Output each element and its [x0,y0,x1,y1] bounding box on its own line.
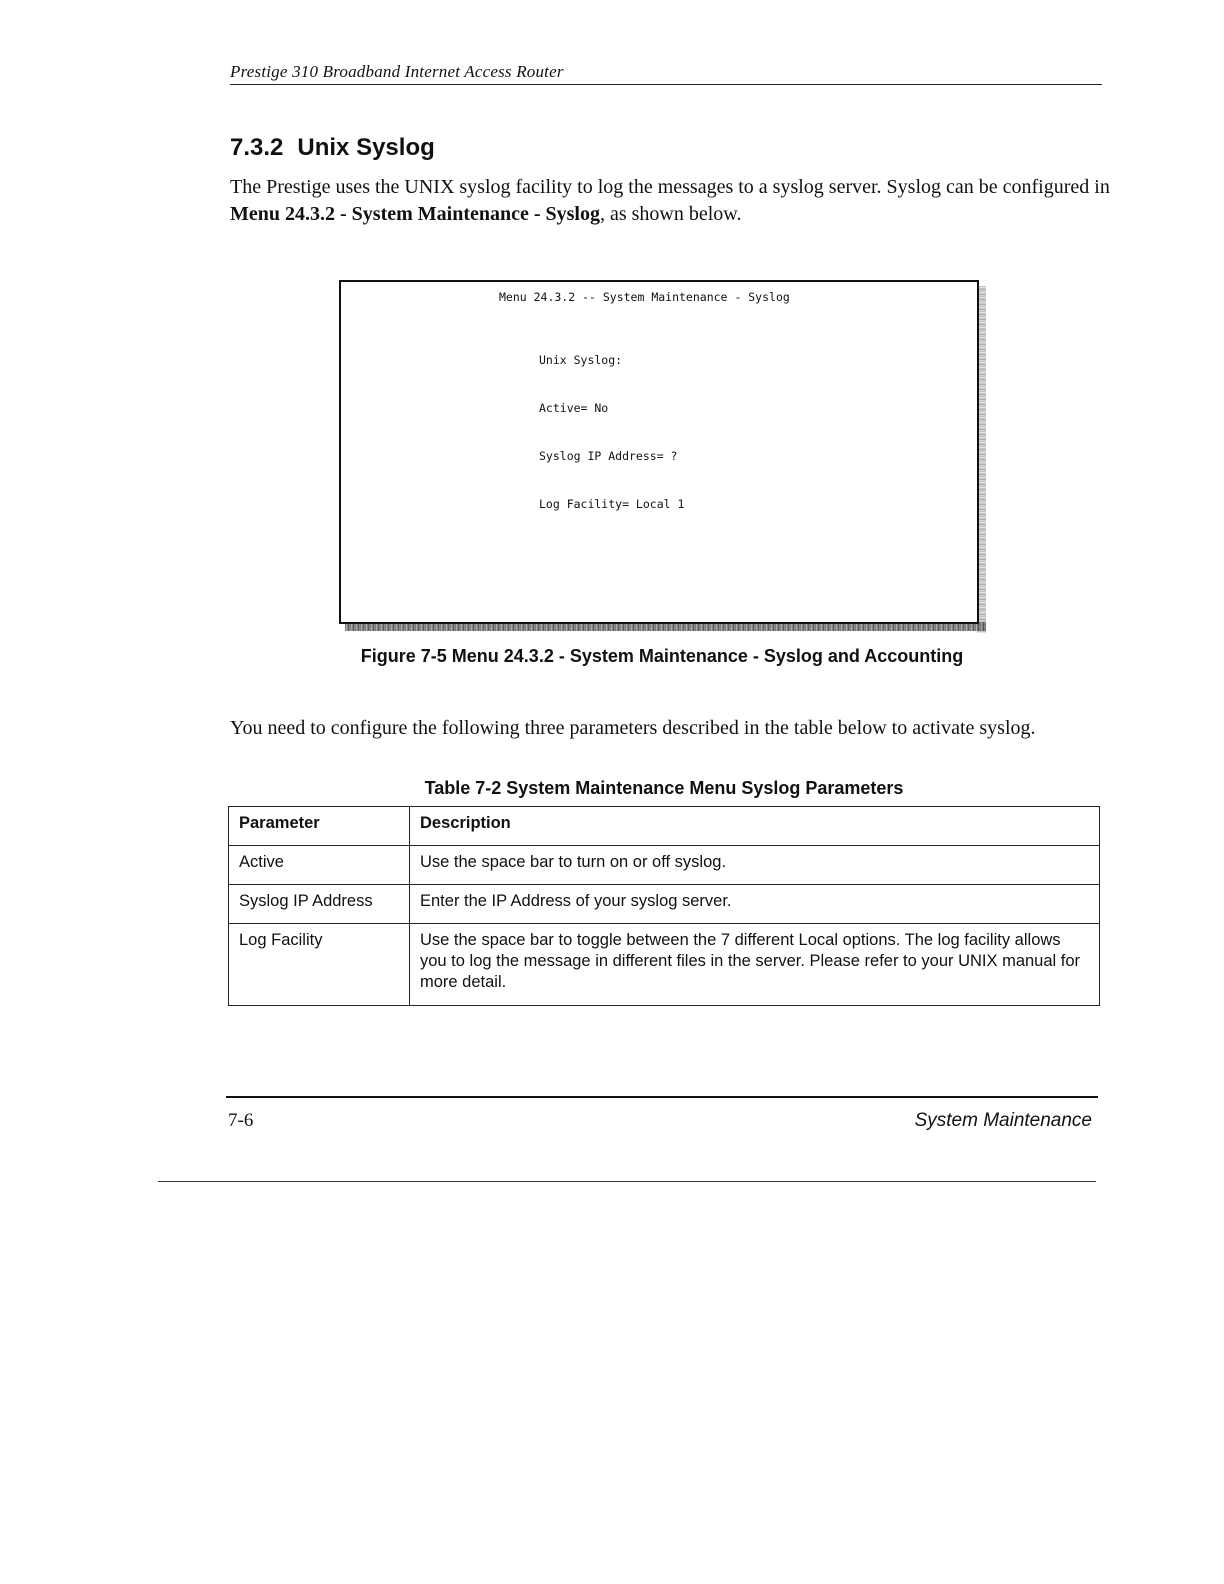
body-paragraph: You need to configure the following three parameters described in the table below to activate syslog. [230,717,1036,739]
table-cell-description: Use the space bar to turn on or off syslog. [410,846,1100,885]
page-bottom-rule [158,1181,1096,1182]
section-number: 7.3.2 [230,134,284,161]
footer-rule [226,1096,1098,1098]
intro-menu-reference: Menu 24.3.2 - System Maintenance - Syslog [230,203,600,225]
running-header-title: Prestige 310 Broadband Internet Access Router [230,62,564,81]
terminal-line-active: Active= No [539,401,609,415]
table-cell-description: Use the space bar to toggle between the 7 different Local options. The log facility allows you to log the message in different files in the server. Please refer to your UNIX manual for more detail. [410,924,1100,1006]
terminal-screen [339,280,979,624]
intro-paragraph [230,174,1110,228]
section-title: Unix Syslog [297,134,435,161]
terminal-field-list [539,320,684,544]
section-heading [230,134,435,162]
table-header-description: Description [410,807,1100,846]
footer-chapter-title: System Maintenance [914,1110,1092,1131]
table-cell-description: Enter the IP Address of your syslog server. [410,885,1100,924]
table-caption: Table 7-2 System Maintenance Menu Syslog Parameters [424,778,904,798]
terminal-line-ip-address: Syslog IP Address= ? [539,449,678,463]
terminal-menu-title: Menu 24.3.2 -- System Maintenance - Syslog [499,290,790,304]
table-row [229,846,1100,885]
terminal-line-log-facility: Log Facility= Local 1 [539,497,685,511]
table-row [229,924,1100,1006]
table-header-row [229,807,1100,846]
intro-text-2: , as shown below. [599,203,742,225]
table-header-parameter: Parameter [229,807,410,846]
terminal-line-heading: Unix Syslog: [539,353,623,367]
table-cell-parameter: Syslog IP Address [229,885,410,924]
page-number: 7-6 [228,1110,254,1131]
running-header [230,62,1102,85]
intro-text-1: The Prestige uses the UNIX syslog facility to log the messages to a syslog server. Syslog can be configured in [230,176,1110,198]
table-cell-parameter: Active [229,846,410,885]
parameters-table [228,806,1100,1006]
figure-caption: Figure 7-5 Menu 24.3.2 - System Maintenance - Syslog and Accounting [360,646,964,666]
table-row [229,885,1100,924]
table-cell-parameter: Log Facility [229,924,410,1006]
